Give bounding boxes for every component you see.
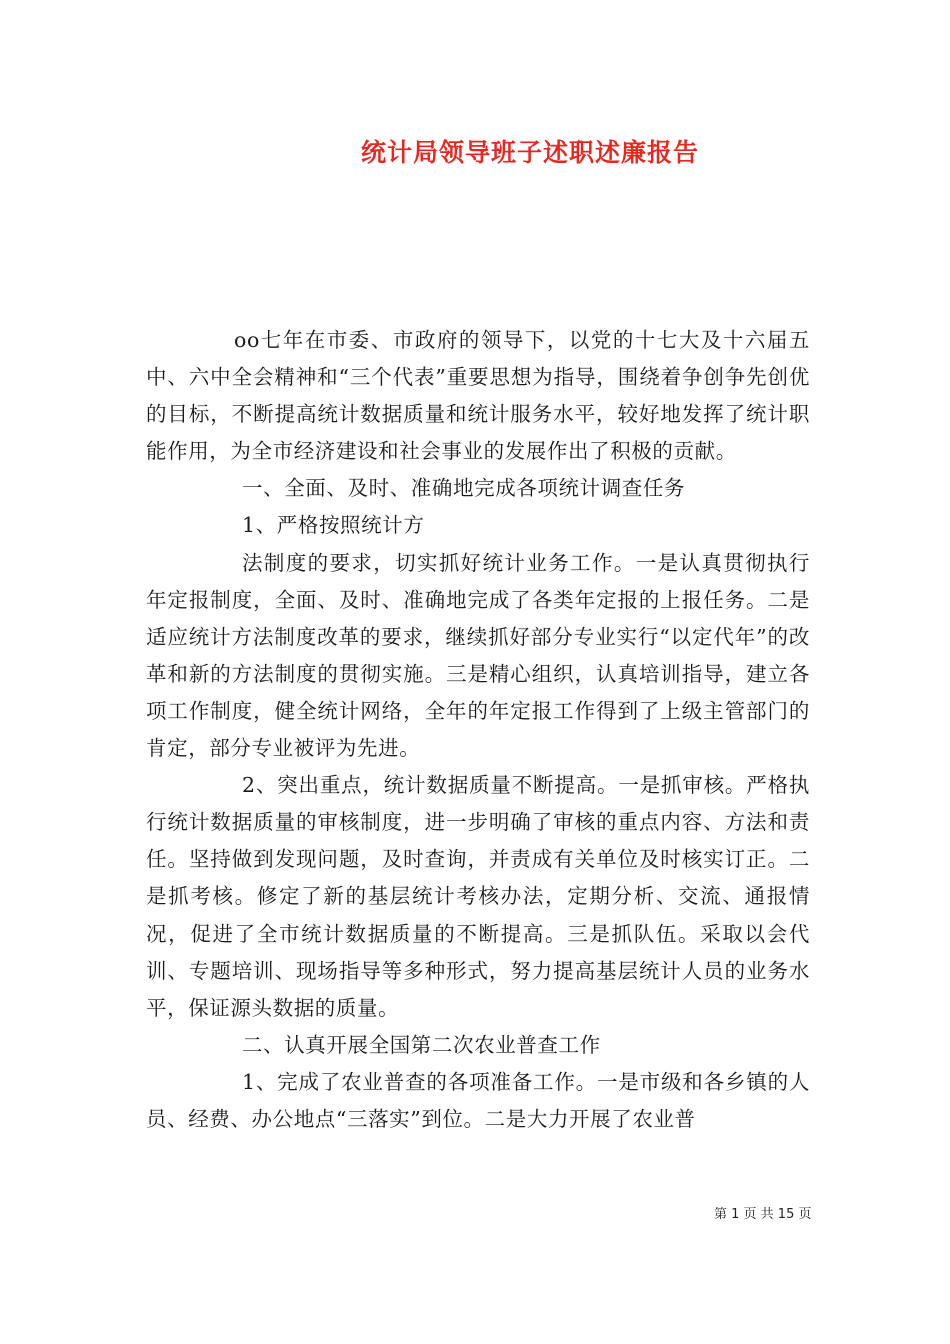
paragraph-1-1: 法制度的要求，切实抓好统计业务工作。一是认真贯彻执行年定报制度，全面、及时、准确地完成了各类年定报的上报任务。二是适应统计方法制度改革的要求，继续抓好部分专业实行“以定代年”的改革和新的方法制度的贯彻实施。三是精心组织，认真培训指导，建立各项工作制度，健全统计网络，全年的年定报工作得到了上级主管部门的肯定，部分专业被评为先进。	[146, 550, 810, 761]
paragraph-intro: oo七年在市委、市政府的领导下，以党的十七大及十六届五中、六中全会精神和“三个代表”重要思想为指导，围绕着争创争先创优的目标，不断提高统计数据质量和统计服务水平，较好地发挥了统计职能作用，为全市经济建设和社会事业的发展作出了积极的贡献。	[146, 328, 810, 464]
document-body	[146, 322, 810, 1138]
section-heading-1: 一、全面、及时、准确地完成各项统计调查任务	[242, 476, 686, 501]
section-heading-2: 二、认真开展全国第二次农业普查工作	[242, 1032, 601, 1057]
subsection-heading-1-1: 1、严格按照统计方	[242, 513, 425, 538]
page-number: 第 1 页 共 15 页	[714, 1207, 812, 1222]
paragraph-2-1: 1、完成了农业普查的各项准备工作。一是市级和各乡镇的人员、经费、办公地点“三落实”到位。二是大力开展了农业普	[146, 1069, 810, 1131]
paragraph-1-2: 2、突出重点，统计数据质量不断提高。一是抓审核。严格执行统计数据质量的审核制度，进一步明确了审核的重点内容、方法和责任。坚持做到发现问题，及时查询，并责成有关单位及时核实订正。二是抓考核。修定了新的基层统计考核办法，定期分析、交流、通报情况，促进了全市统计数据质量的不断提高。三是抓队伍。采取以会代训、专题培训、现场指导等多种形式，努力提高基层统计人员的业务水平，保证源头数据的质量。	[146, 773, 810, 1020]
document-title: 统计局领导班子述职述廉报告	[360, 138, 699, 167]
